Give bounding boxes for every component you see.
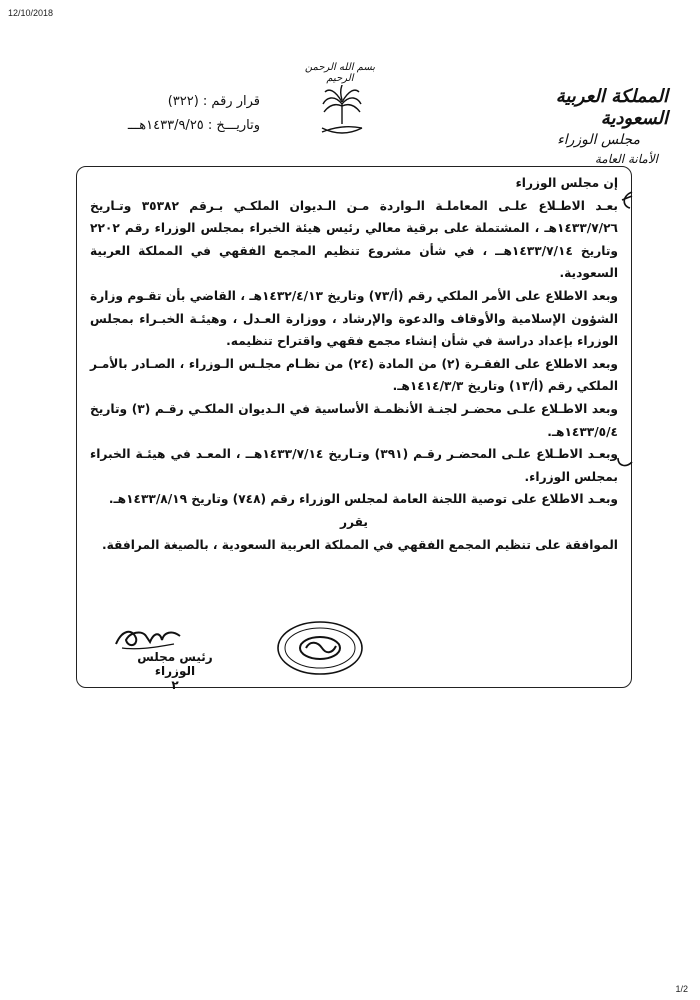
body-line: وبعـد الاطلاع على توصية اللجنة العامة لمجلس الوزراء رقم (٧٤٨) وتاريخ ١٤٣٣/٨/١٩هـ. xyxy=(108,492,618,507)
body-line: وبعد الاطـلاع علـى محضـر لجنـة الأنظمـة الأساسية في الـديوان الملكـي رقـم (٣) وتاريخ ١٤٣٣/٥/٤هـ. xyxy=(90,401,618,439)
basmala: بسم الله الرحمن الرحيم xyxy=(304,62,376,84)
body-line: وبعد الاطلاع على الأمر الملكي رقم (أ/٧٣) وتاريخ ١٤٣٢/٤/١٣هـ ، القاضي بأن تقـوم وزارة الشؤون الإسلامية والأوقاف والدعوة والإرشاد ، ووزارة العـدل ، وهيئـة الخبـراء بمجلس الوزراء بإعداد دراسة في شأن إنشاء مجمع فقهي واقتراح تنظيمه. xyxy=(90,288,619,349)
signer-title: رئيس مجلس الوزراء xyxy=(137,650,213,678)
council-name: مجلس الوزراء xyxy=(557,132,640,148)
palm-swords-emblem-icon xyxy=(319,84,365,140)
handwritten-signature-icon xyxy=(112,622,184,652)
decision-reference xyxy=(100,90,260,138)
signer-block xyxy=(120,650,230,692)
secretariat-name: الأمانة العامة xyxy=(594,152,658,166)
body-line: وبعد الاطلاع على الفقـرة (٢) من المادة (٢٤) من نظـام مجلـس الـوزراء ، الصـادر بالأمـر الملكي رقم (أ/١٣) وتاريخ ١٤١٤/٣/٣هـ. xyxy=(90,356,618,394)
decision-number: قرار رقم : (٣٢٢) xyxy=(167,94,260,109)
decision-date: وتاريـــخ : ١٤٣٣/٩/٢٥هـــ xyxy=(127,118,260,133)
body-line: الموافقة على تنظيم المجمع الفقهي في المملكة العربية السعودية ، بالصيغة المرافقة. xyxy=(101,537,618,552)
margin-mark-icon xyxy=(614,450,636,472)
body-line: بعـد الاطـلاع علـى المعاملـة الـواردة مـن الـديوان الملكـي بـرقم ٣٥٣٨٢ وتـاريخ ١٤٣٣/٧/٢٦هـ ، المشتملة على برقية معالي رئيس هيئة الخبراء بمجلس الوزراء رقم ٢٢٠٢ وتاريخ ١٤٣٣/٧/١٤هــ ، في شأن مشروع تنظيم المجمع الفقهي في المملكة العربية السعودية. xyxy=(90,198,618,281)
body-line: وبعـد الاطـلاع علـى المحضـر رقـم (٣٩١) وتـاريخ ١٤٣٣/٧/١٤هــ ، المعـد في هيئـة الخبراء بمجلس الوزراء. xyxy=(90,447,619,484)
print-date: 12/10/2018 xyxy=(8,8,54,18)
official-seal-icon xyxy=(276,620,364,676)
decision-body xyxy=(90,172,618,556)
margin-mark-icon xyxy=(616,186,636,216)
page-number: 1/2 xyxy=(675,984,688,994)
body-line: إن مجلس الوزراء xyxy=(515,176,618,190)
decides-heading: يقرر xyxy=(340,514,368,529)
signer-mark: ٢ xyxy=(171,678,179,692)
ministry-letterhead xyxy=(498,86,668,168)
kingdom-name: المملكة العربية السعودية xyxy=(555,86,668,129)
